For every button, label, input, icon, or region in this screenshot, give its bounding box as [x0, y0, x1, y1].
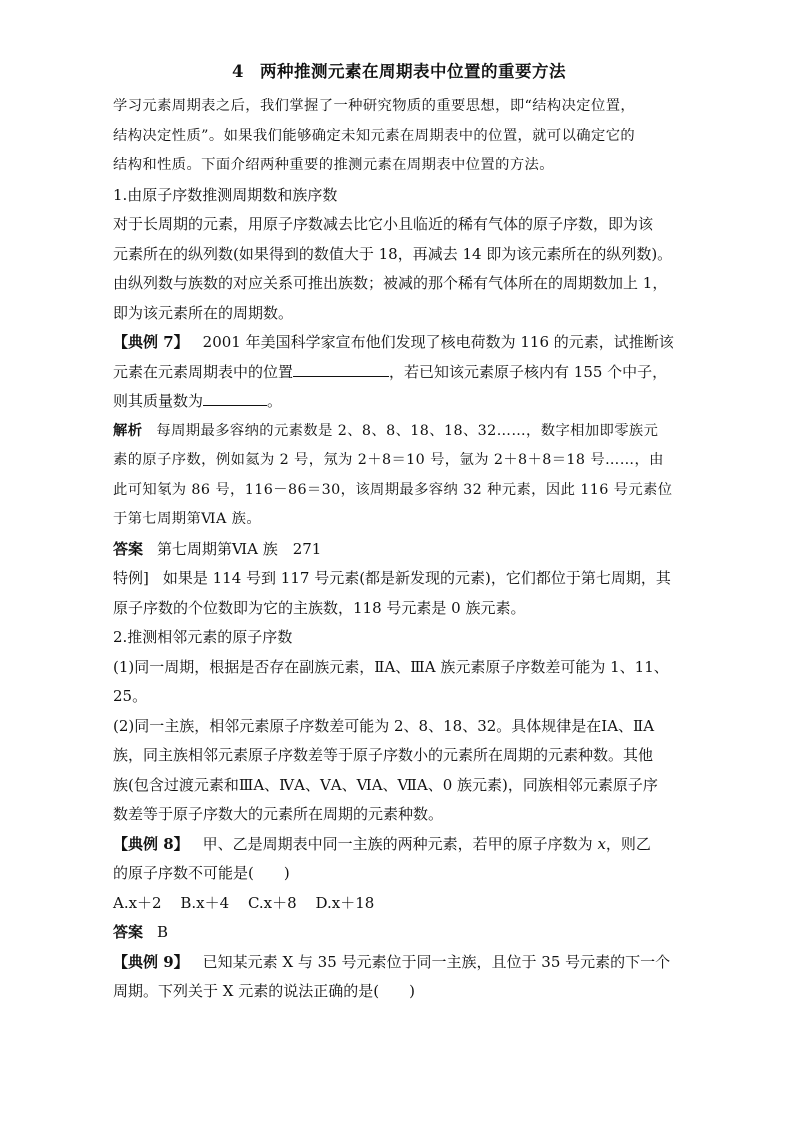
example-7 — [113, 328, 685, 564]
answer-blank-mass — [203, 391, 267, 406]
section-1-line: 对于长周期的元素，用原子序数减去比它小且临近的稀有气体的原子序数，即为该 — [113, 215, 654, 233]
option-a: A.x＋2 — [113, 893, 162, 912]
intro-line: 结构和性质。下面介绍两种重要的推测元素在周期表中位置的方法。 — [113, 157, 554, 173]
example-8-options — [113, 889, 685, 919]
section-1-line: 即为该元素所在的周期数。 — [113, 303, 294, 322]
example-7-line — [113, 328, 685, 358]
analysis-line: 素的原子序数，例如氦为 2 号，氖为 2＋8＝10 号，氩为 2＋8＋8＝18 号……，由 — [113, 452, 664, 468]
analysis-label: 解析 — [113, 422, 143, 439]
section-2-line: 族(包含过渡元素和ⅢA、ⅣA、ⅤA、ⅥA、ⅦA、0 族元素)，同族相邻元素原子序 — [113, 775, 658, 794]
analysis-line: 解析 每周期最多容纳的元素数是 2、8、8、18、18、32……，数字相加即零族元 — [113, 422, 659, 439]
section-1-line: 由纵列数与族数的对应关系可推出族数；被减的那个稀有气体所在的周期数加上 1， — [113, 274, 668, 292]
answer-label: 答案 — [113, 539, 144, 558]
answer-line — [113, 535, 685, 565]
section-2-heading: 2.推测相邻元素的原子序数 — [113, 628, 293, 646]
page-title — [113, 58, 685, 82]
special-case-line: 原子序数的个位数即为它的主族数，118 号元素是 0 族元素。 — [113, 598, 526, 617]
section-1-line: 元素所在的纵列数(如果得到的数值大于 18，再减去 14 即为该元素所在的纵列数)。 — [113, 244, 673, 263]
option-b: B.x＋4 — [180, 893, 230, 912]
intro-paragraph — [113, 92, 685, 181]
answer-label: 答案 — [113, 923, 144, 941]
section-2-line: 25。 — [113, 687, 148, 705]
example-9-line: 周期。下列关于 X 元素的说法正确的是( ) — [113, 982, 415, 1000]
analysis-line: 此可知氡为 86 号，116－86＝30，该周期最多容纳 32 种元素，因此 116 号元素位 — [113, 481, 673, 498]
title-text: 两种推测元素在周期表中位置的重要方法 — [259, 62, 566, 81]
example-9-line: 【典例 9】 已知某元素 X 与 35 号元素位于同一主族，且位于 35 号元素的下一个 — [113, 952, 671, 971]
section-2-line: 数差等于原子序数大的元素所在周期的元素种数。 — [113, 805, 444, 823]
analysis-line: 于第七周期第ⅥA 族。 — [113, 511, 262, 527]
example-8-line: 【典例 8】 甲、乙是周期表中同一主族的两种元素，若甲的原子序数为 x，则乙 — [113, 834, 651, 853]
example-8 — [113, 830, 685, 948]
answer-blank-position — [293, 362, 389, 377]
section-1-heading: 1.由原子序数推测周期数和族序数 — [113, 185, 338, 204]
example-7-label: 【典例 7】 — [113, 333, 189, 351]
example-8-label: 【典例 8】 — [113, 834, 189, 853]
example-8-line: 的原子序数不可能是( ) — [113, 864, 290, 882]
option-c: C.x＋8 — [247, 893, 297, 912]
document-page — [113, 58, 685, 1007]
section-2 — [113, 623, 685, 830]
section-1 — [113, 181, 685, 329]
example-9 — [113, 948, 685, 1007]
special-case-label: 特例] — [113, 569, 149, 587]
intro-line: 学习元素周期表之后，我们掌握了一种研究物质的重要思想，即“结构决定位置， — [113, 98, 636, 114]
example-9-label: 【典例 9】 — [113, 952, 189, 971]
special-case — [113, 564, 685, 623]
answer-text: B — [157, 923, 169, 941]
answer-line — [113, 918, 685, 948]
example-7-line: 元素在元素周期表中的位置 ，若已知该元素原子核内有 155 个中子， — [113, 362, 668, 381]
section-2-line: 族，同主族相邻元素原子序数差等于原子序数小的元素所在周期的元素种数。其他 — [113, 746, 654, 764]
intro-line: 结构决定性质”。如果我们能够确定未知元素在周期表中的位置，就可以确定它的 — [113, 127, 636, 144]
title-number: 4 — [232, 62, 244, 81]
section-2-line: (1)同一周期，根据是否存在副族元素，ⅡA、ⅢA 族元素原子序数差可能为 1、11、 — [113, 657, 669, 676]
example-7-text: 2001 年美国科学家宣布他们发现了核电荷数为 116 的元素，试推断该 — [202, 333, 674, 351]
option-d: D.x＋18 — [315, 893, 375, 912]
example-7-line: 则其质量数为 。 — [113, 392, 283, 410]
section-2-line: (2)同一主族，相邻元素原子序数差可能为 2、8、18、32。具体规律是在ⅠA、ⅡA — [113, 716, 655, 735]
answer-text: 第七周期第ⅥA 族 271 — [157, 539, 322, 558]
special-case-line: 特例] 如果是 114 号到 117 号元素(都是新发现的元素)，它们都位于第七周期，其 — [113, 569, 671, 587]
